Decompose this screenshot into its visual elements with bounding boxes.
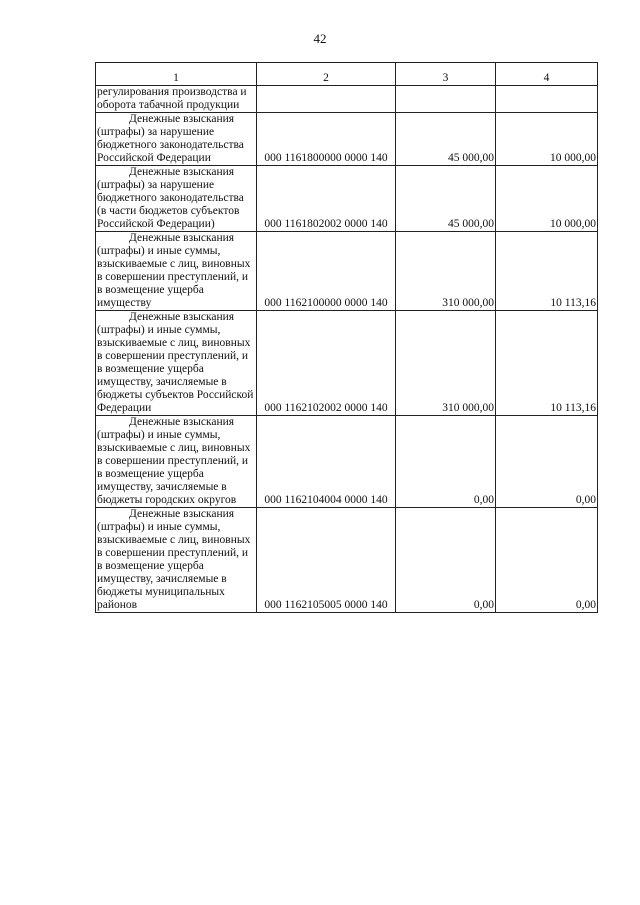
- table-row: [96, 416, 598, 508]
- header-row: [96, 63, 598, 86]
- row-name: Денежные взыскания (штрафы) за нарушение бюджетного законодательства Российской Федерации: [97, 113, 244, 164]
- column-header-1: 1: [96, 63, 257, 86]
- row-value4: 10 000,00: [496, 166, 598, 232]
- row-name-cell: [96, 232, 257, 311]
- row-value3: 45 000,00: [396, 166, 496, 232]
- row-name: Денежные взыскания (штрафы) и иные суммы, взыскиваемые с лиц, виновных в совершении преступлений, и в возмещение ущерба имуществу, зачисляемые в бюджеты муниципальных районов: [97, 508, 251, 611]
- row-code: 000 1161802002 0000 140: [257, 166, 396, 232]
- row-name: Денежные взыскания (штрафы) за нарушение бюджетного законодательства (в части бюджетов субъектов Российской Федерации): [97, 166, 244, 230]
- row-code: 000 1162105005 0000 140: [257, 508, 396, 613]
- row-value4: 0,00: [496, 416, 598, 508]
- table-row: [96, 166, 598, 232]
- row-value3: 45 000,00: [396, 113, 496, 166]
- row-name: регулирования производства и оборота табачной продукции: [97, 86, 247, 111]
- row-code: 000 1162104004 0000 140: [257, 416, 396, 508]
- row-value4: 10 000,00: [496, 113, 598, 166]
- row-code: 000 1162100000 0000 140: [257, 232, 396, 311]
- row-value4-cell: [496, 86, 598, 113]
- row-value3-cell: [396, 86, 496, 113]
- table-row: [96, 232, 598, 311]
- row-code-cell: [257, 86, 396, 113]
- row-name: Денежные взыскания (штрафы) и иные суммы, взыскиваемые с лиц, виновных в совершении преступлений, и в возмещение ущерба имуществу, зачисляемые в бюджеты городских округов: [97, 416, 251, 506]
- row-name: Денежные взыскания (штрафы) и иные суммы, взыскиваемые с лиц, виновных в совершении преступлений, и в возмещение ущерба имуществу, зачисляемые в бюджеты субъектов Российской Федерации: [97, 311, 254, 414]
- column-header-2: 2: [257, 63, 396, 86]
- row-value3: 310 000,00: [396, 232, 496, 311]
- table-row: [96, 311, 598, 416]
- budget-table: [95, 62, 598, 613]
- row-value3: 310 000,00: [396, 311, 496, 416]
- column-header-3: 3: [396, 63, 496, 86]
- row-name-cell: [96, 508, 257, 613]
- row-value4: 10 113,16: [496, 311, 598, 416]
- table-row-continuation: [96, 86, 598, 113]
- row-value3: 0,00: [396, 416, 496, 508]
- table-row: [96, 113, 598, 166]
- row-name-cell: [96, 86, 257, 113]
- row-value4: 10 113,16: [496, 232, 598, 311]
- row-name: Денежные взыскания (штрафы) и иные суммы, взыскиваемые с лиц, виновных в совершении преступлений, и в возмещение ущерба имуществу: [97, 232, 251, 309]
- column-header-4: 4: [496, 63, 598, 86]
- row-name-cell: [96, 113, 257, 166]
- row-value3: 0,00: [396, 508, 496, 613]
- table-row: [96, 508, 598, 613]
- row-value4: 0,00: [496, 508, 598, 613]
- row-name-cell: [96, 166, 257, 232]
- page-number: 42: [313, 31, 327, 46]
- row-code: 000 1161800000 0000 140: [257, 113, 396, 166]
- row-name-cell: [96, 416, 257, 508]
- row-name-cell: [96, 311, 257, 416]
- row-code: 000 1162102002 0000 140: [257, 311, 396, 416]
